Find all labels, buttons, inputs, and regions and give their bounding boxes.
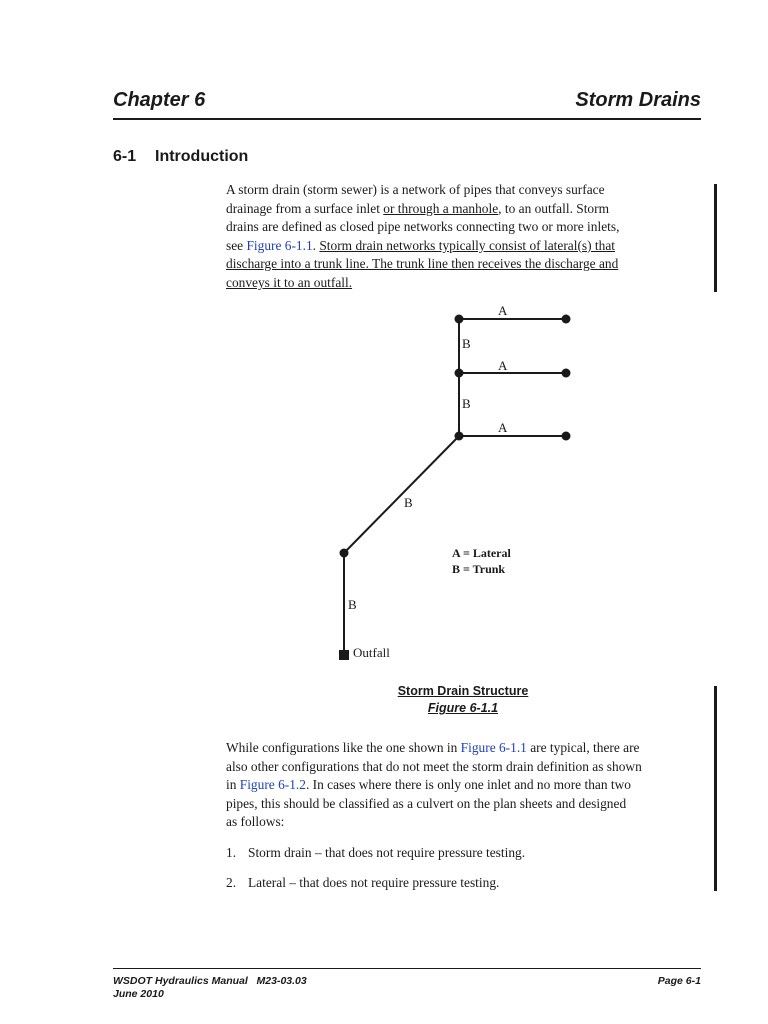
outfall-marker bbox=[339, 650, 349, 660]
chapter-title: Storm Drains bbox=[575, 89, 701, 111]
para1-text: see bbox=[226, 237, 247, 253]
node bbox=[455, 315, 464, 324]
pipe-lines bbox=[344, 319, 566, 654]
page-footer bbox=[113, 968, 701, 1001]
para1-line1: A storm drain (storm sewer) is a network of pipes that conveys surface bbox=[226, 182, 605, 197]
label-outfall: Outfall bbox=[353, 645, 390, 660]
label-trunk: B bbox=[404, 495, 413, 510]
node bbox=[562, 369, 571, 378]
change-bar bbox=[714, 686, 717, 891]
intro-paragraph bbox=[226, 181, 696, 293]
storm-drain-diagram bbox=[326, 304, 586, 664]
footer-manual: WSDOT Hydraulics Manual M23-03.03 bbox=[113, 975, 307, 987]
legend-lateral: A = Lateral bbox=[452, 546, 511, 560]
section-title: Introduction bbox=[155, 148, 249, 165]
para2-text: also other configurations that do not meet the storm drain definition as shown bbox=[226, 758, 642, 774]
para2-text: as follows: bbox=[226, 814, 285, 830]
para1-text: drainage from a surface inlet bbox=[226, 200, 384, 216]
label-trunk: B bbox=[348, 597, 357, 612]
para1-text: , to an outfall. Storm bbox=[498, 200, 610, 216]
para1-text: . bbox=[312, 237, 320, 253]
para2-text: . In cases where there is only one inlet and no more than two bbox=[305, 777, 631, 793]
label-trunk: B bbox=[462, 336, 471, 351]
label-lateral: A bbox=[498, 420, 508, 435]
node bbox=[562, 432, 571, 441]
junction-nodes bbox=[339, 315, 571, 661]
label-trunk: B bbox=[462, 396, 471, 411]
section-number: 6-1 bbox=[113, 148, 137, 165]
para1-revised-text: Storm drain networks typically consist of lateral(s) that bbox=[319, 237, 615, 253]
figure-number: Figure 6-1.1 bbox=[427, 701, 499, 715]
node bbox=[455, 369, 464, 378]
list-number: 1. bbox=[226, 845, 237, 860]
change-bar bbox=[714, 184, 717, 292]
footer-date: June 2010 bbox=[113, 988, 164, 1000]
node bbox=[562, 315, 571, 324]
section-heading bbox=[113, 148, 248, 166]
label-lateral: A bbox=[498, 304, 508, 318]
label-lateral: A bbox=[498, 358, 508, 373]
config-paragraph bbox=[226, 739, 696, 832]
figure-link[interactable]: Figure 6-1.2 bbox=[239, 777, 306, 793]
chapter-label: Chapter 6 bbox=[113, 89, 206, 111]
para1-revised-text: conveys it to an outfall. bbox=[226, 274, 353, 290]
node bbox=[455, 432, 464, 441]
trunk-pipe-diagonal bbox=[344, 436, 459, 553]
list-text: Lateral – that does not require pressure testing. bbox=[248, 875, 500, 890]
node bbox=[340, 549, 349, 558]
para2-text: in bbox=[226, 777, 240, 793]
para2-text: are typical, there are bbox=[526, 740, 640, 755]
page-header bbox=[113, 88, 701, 120]
para1-line3: drains are defined as closed pipe networks connecting two or more inlets, bbox=[226, 219, 620, 235]
figure-link[interactable]: Figure 6-1.1 bbox=[246, 237, 313, 253]
footer-page: Page 6-1 bbox=[657, 975, 701, 987]
figure-caption: Storm Drain Structure bbox=[397, 684, 529, 698]
legend-trunk: B = Trunk bbox=[452, 562, 506, 576]
list-number: 2. bbox=[226, 875, 237, 890]
para2-text: While configurations like the one shown in bbox=[226, 740, 461, 755]
figure-link[interactable]: Figure 6-1.1 bbox=[460, 740, 527, 755]
para2-text: pipes, this should be classified as a culvert on the plan sheets and designed bbox=[226, 795, 627, 811]
para1-revised-text: discharge into a trunk line. The trunk line then receives the discharge and bbox=[226, 256, 619, 272]
para1-revised-text: or through a manhole bbox=[383, 200, 499, 216]
list-text: Storm drain – that does not require pressure testing. bbox=[248, 845, 526, 860]
